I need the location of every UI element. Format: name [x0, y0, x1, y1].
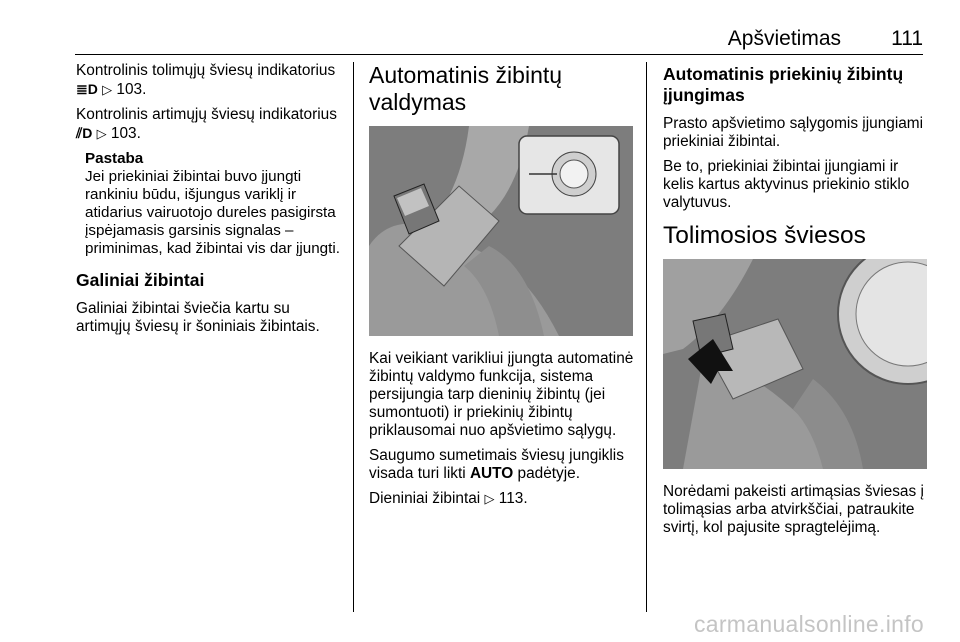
- high-beam-icon: ≣D: [76, 81, 98, 97]
- paragraph: Prasto apšvietimo sąlygomis įjungiami priekiniai žibintai.: [663, 115, 924, 150]
- paragraph: Kontrolinis artimųjų šviesų indikatorius ⫽D ▷ 103.: [76, 106, 337, 142]
- column-divider: [353, 62, 354, 612]
- watermark: carmanualsonline.info: [693, 611, 924, 637]
- page-reference-icon: ▷: [102, 82, 113, 97]
- section-heading: Tolimosios šviesos: [663, 222, 866, 249]
- paragraph: Saugumo sumetimais šviesų jungiklis visada turi likti AUTO padėtyje.: [369, 447, 624, 482]
- column-3: [663, 62, 928, 544]
- paragraph: Kontrolinis tolimųjų šviesų indikatorius ≣D ▷ 103.: [76, 62, 336, 98]
- auto-label: AUTO: [469, 465, 514, 482]
- column-divider: [646, 62, 647, 612]
- paragraph: Kai veikiant varikliui įjungta automatinė žibintų valdymo funkcija, sistema persijungia tarp dieninių žibintų (jei sumontuoti) ir priekinių žibintų priklausomai nuo apšvietimo sąlygų.: [369, 350, 634, 439]
- page-number: 111: [891, 27, 923, 50]
- note-title: Pastaba: [85, 150, 144, 167]
- section-title: Apšvietimas: [727, 27, 841, 50]
- note-text: Jei priekiniai žibintai buvo įjungti rankiniu būdu, išjungus variklį ir atidarius vairuotojo dureles pasigirsta įspėjamasis garsinis signalas – priminimas, kad žibintai vis dar įjungti.: [85, 168, 340, 257]
- page-header: [75, 24, 923, 55]
- section-heading: Automatinis žibintų valdymas: [369, 62, 563, 115]
- page-reference-icon: ▷: [96, 126, 107, 141]
- column-1: [76, 62, 341, 343]
- column-2: [369, 62, 634, 515]
- page-reference-icon: ▷: [484, 491, 495, 506]
- subheading: Galiniai žibintai: [76, 270, 205, 290]
- subheading: Automatinis priekinių žibintų įjungimas: [663, 64, 904, 105]
- paragraph: Dieniniai žibintai ▷ 113.: [369, 490, 528, 507]
- paragraph: Galiniai žibintai šviečia kartu su artimųjų šviesų ir šoniniais žibintais.: [76, 300, 320, 335]
- note-box: [85, 150, 341, 258]
- paragraph: Be to, priekiniai žibintai įjungiami ir kelis kartus aktyvinus priekinio stiklo valytuvus.: [663, 158, 910, 211]
- light-switch-illustration: [369, 126, 633, 336]
- paragraph: Norėdami pakeisti artimąsias šviesas į tolimąsias arba atvirkščiai, patraukite svirtį, kol pajusite spragtelėjimą.: [663, 483, 924, 536]
- high-beam-lever-illustration: [663, 259, 927, 469]
- low-beam-icon: ⫽D: [76, 125, 93, 141]
